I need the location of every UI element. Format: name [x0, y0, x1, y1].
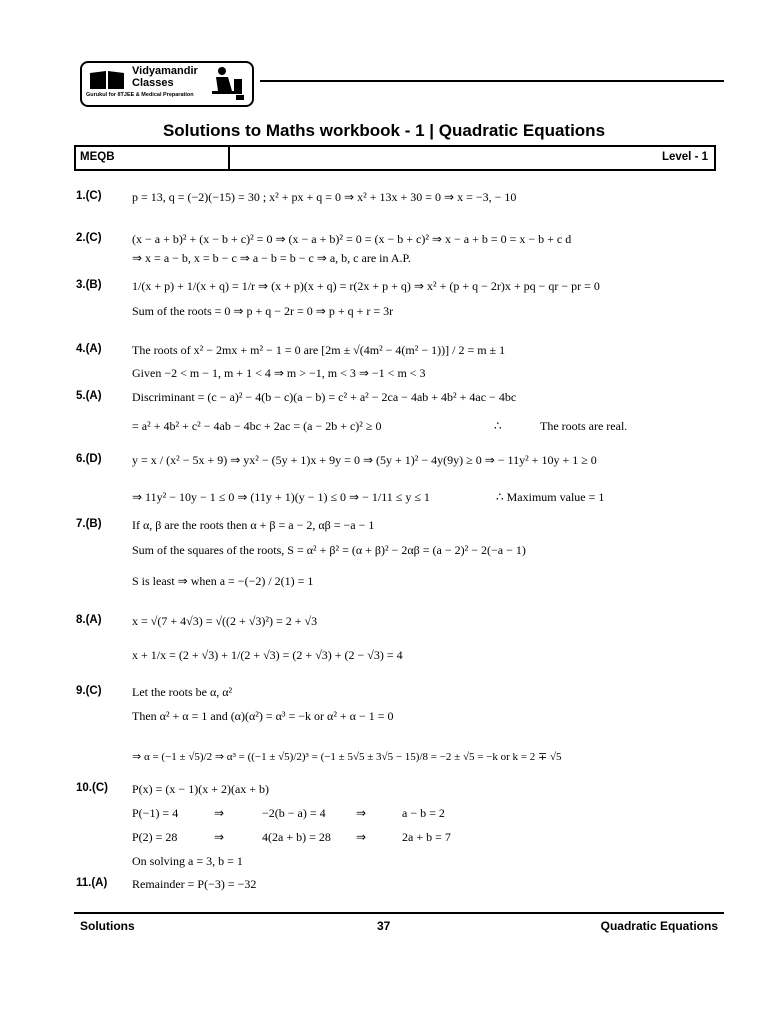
- table-left: MEQB: [80, 151, 115, 163]
- solution-line: ⇒ x = a − b, x = b − c ⇒ a − b = b − c ⇒ a, b, c are in A.P.: [132, 251, 411, 265]
- solution-line: y = x / (x² − 5x + 9) ⇒ yx² − (5y + 1)x + 9y = 0 ⇒ (5y + 1)² − 4y(9y) ≥ 0 ⇒ − 11y² + 10y + 1 ≥ 0: [132, 453, 597, 467]
- question-number: 5.(A): [76, 390, 102, 402]
- solution-line: Then α² + α = 1 and (α)(α²) = α³ = −k or α² + α − 1 = 0: [132, 709, 394, 723]
- solution-line: 4(2a + b) = 28: [262, 830, 331, 844]
- solution-line: Sum of the roots = 0 ⇒ p + q − 2r = 0 ⇒ p + q + r = 3r: [132, 304, 394, 318]
- solution-line: P(2) = 28: [132, 830, 178, 844]
- solution-line: Discriminant = (c − a)² − 4(b − c)(a − b) = c² + a² − 2ca − 4ab + 4b² + 4ac − 4bc: [132, 390, 517, 404]
- logo: [80, 61, 254, 107]
- page-title: Solutions to Maths workbook - 1 | Quadratic Equations: [162, 121, 606, 140]
- solution-line: ⇒ α = (−1 ± √5)/2 ⇒ α³ = ((−1 ± √5)/2)³ = (−1 ± 5√5 ± 3√5 − 15)/8 = −2 ± √5 = −k or k = 2 ∓ √5: [132, 751, 562, 763]
- question-number: 6.(D): [76, 453, 102, 465]
- solution-line: P(x) = (x − 1)(x + 2)(ax + b): [132, 782, 270, 796]
- question-number: 9.(C): [76, 685, 102, 697]
- question-number: 10.(C): [76, 782, 108, 794]
- solution-line: 2a + b = 7: [402, 830, 451, 844]
- solution-line: P(−1) = 4: [132, 806, 179, 820]
- header-rule: [260, 80, 724, 82]
- solution-line: p = 13, q = (−2)(−15) = 30 ; x² + px + q = 0 ⇒ x² + 13x + 30 = 0 ⇒ x = −3, − 10: [132, 190, 517, 204]
- solution-line: −2(b − a) = 4: [262, 806, 326, 820]
- solution-line: x = √(7 + 4√3) = √((2 + √3)²) = 2 + √3: [132, 614, 318, 628]
- solution-line: a − b = 2: [402, 806, 445, 820]
- solution-line: The roots of x² − 2mx + m² − 1 = 0 are [2m ± √(4m² − 4(m² − 1))] / 2 = m ± 1: [132, 343, 506, 357]
- solution-line: On solving a = 3, b = 1: [132, 854, 243, 868]
- teacher-figure-icon: [208, 65, 246, 101]
- logo-name: Vidyamandir Classes: [132, 65, 198, 89]
- footer-left: Solutions: [80, 919, 135, 933]
- solution-line: The roots are real.: [540, 419, 628, 433]
- question-number: 11.(A): [76, 877, 108, 889]
- page-number: 37: [377, 919, 391, 933]
- solution-line: Given −2 < m − 1, m + 1 < 4 ⇒ m > −1, m < 3 ⇒ −1 < m < 3: [132, 366, 426, 380]
- therefore-symbol: ∴: [494, 419, 502, 433]
- footer-right: Quadratic Equations: [600, 919, 718, 933]
- question-number: 2.(C): [76, 232, 102, 244]
- solution-line: ∴ Maximum value = 1: [496, 490, 605, 504]
- question-number: 8.(A): [76, 614, 102, 626]
- solution-line: Sum of the squares of the roots, S = α² + β² = (α + β)² − 2αβ = (a − 2)² − 2(−a − 1): [132, 543, 526, 557]
- footer-rule: [74, 912, 724, 914]
- solution-line: 1/(x + p) + 1/(x + q) = 1/r ⇒ (x + p)(x + q) = r(2x + p + q) ⇒ x² + (p + q − 2r)x + pq − qr − pr = 0: [132, 279, 600, 293]
- question-number: 3.(B): [76, 279, 102, 291]
- question-number: 1.(C): [76, 190, 102, 202]
- solution-line: x + 1/x = (2 + √3) + 1/(2 + √3) = (2 + √3) + (2 − √3) = 4: [132, 648, 403, 662]
- implies-symbol: ⇒: [356, 830, 367, 844]
- solution-line: S is least ⇒ when a = −(−2) / 2(1) = 1: [132, 574, 314, 588]
- table-divider: [228, 147, 230, 169]
- question-number: 7.(B): [76, 518, 102, 530]
- question-number: 4.(A): [76, 343, 102, 355]
- solution-line: (x − a + b)² + (x − b + c)² = 0 ⇒ (x − a + b)² = 0 = (x − b + c)² ⇒ x − a + b = 0 = x − b + c d: [132, 232, 572, 246]
- meqb-table: [74, 145, 716, 171]
- table-right: Level - 1: [661, 151, 708, 163]
- implies-symbol: ⇒: [214, 830, 225, 844]
- implies-symbol: ⇒: [356, 806, 367, 820]
- solution-line: ⇒ 11y² − 10y − 1 ≤ 0 ⇒ (11y + 1)(y − 1) ≤ 0 ⇒ − 1/11 ≤ y ≤ 1: [132, 490, 430, 504]
- solution-line: Remainder = P(−3) = −32: [132, 877, 257, 891]
- solution-line: = a² + 4b² + c² − 4ab − 4bc + 2ac = (a − 2b + c)² ≥ 0: [132, 419, 382, 433]
- implies-symbol: ⇒: [214, 806, 225, 820]
- solution-line: If α, β are the roots then α + β = a − 2, αβ = −a − 1: [132, 518, 375, 532]
- book-icon: [88, 69, 128, 91]
- solution-line: Let the roots be α, α²: [132, 685, 233, 699]
- logo-tagline: Gurukul for IITJEE & Medical Preparation: [86, 92, 194, 98]
